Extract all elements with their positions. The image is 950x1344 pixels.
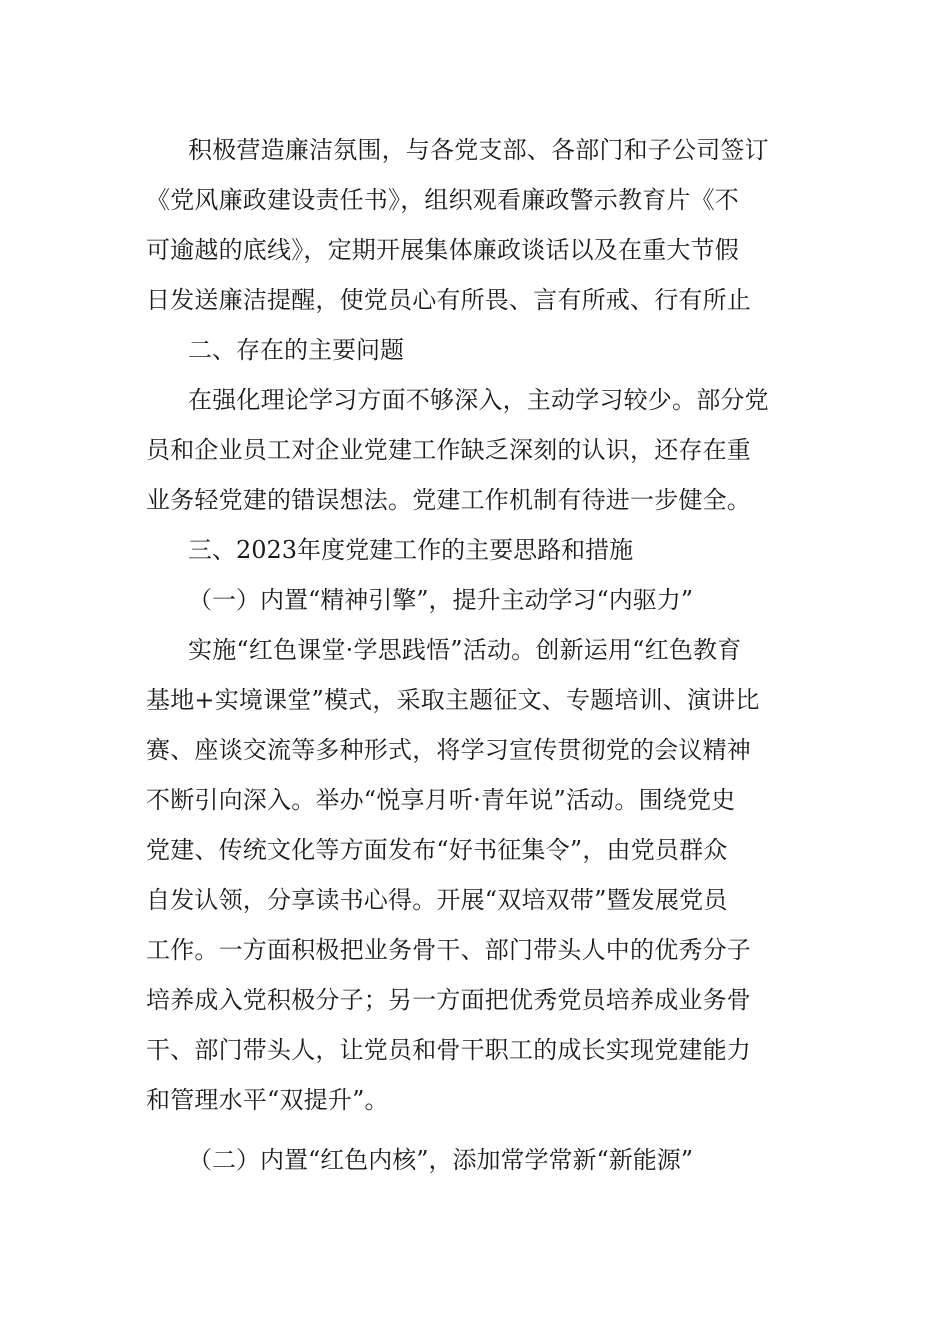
text-line: 和管理水平“双提升”。 (146, 1086, 389, 1114)
paragraph-problems (146, 375, 806, 525)
text-line: 实施“红色课堂·学思践悟”活动。创新运用“红色教育 (188, 636, 742, 664)
section-heading-problems: 二、存在的主要问题 (188, 336, 404, 364)
section-heading-plans: 三、2023年度党建工作的主要思路和措施 (188, 536, 634, 564)
text-line: 自发认领，分享读书心得。开展“双培双带”暨发展党员 (146, 886, 728, 914)
document-page (146, 125, 806, 1185)
text-line: 赛、座谈交流等多种形式，将学习宣传贯彻党的会议精神 (146, 736, 751, 764)
text-line: 党建、传统文化等方面发布“好书征集令”，由党员群众 (146, 836, 728, 864)
text-line: 工作。一方面积极把业务骨干、部门带头人中的优秀分子 (146, 936, 751, 964)
text-line: 在强化理论学习方面不够深入，主动学习较少。部分党 (188, 386, 769, 414)
sub-heading-spirit-engine: （一）内置“精神引擎”，提升主动学习“内驱力” (188, 586, 694, 614)
text-line: 基地+实境课堂”模式，采取主题征文、专题培训、演讲比 (146, 686, 760, 714)
paragraph-spirit-engine (146, 625, 806, 1125)
text-line: 不断引向深入。举办“悦享月听·青年说”活动。围绕党史 (146, 786, 736, 814)
text-line: 可逾越的底线》，定期开展集体廉政谈话以及在重大节假 (146, 236, 739, 264)
text-line: 积极营造廉洁氛围，与各党支部、各部门和子公司签订 (188, 136, 769, 164)
text-line: 培养成入党积极分子；另一方面把优秀党员培养成业务骨 (146, 986, 751, 1014)
text-line: 干、部门带头人，让党员和骨干职工的成长实现党建能力 (146, 1036, 751, 1064)
text-line: 业务轻党建的错误想法。党建工作机制有待进一步健全。 (146, 486, 751, 514)
text-line: 日发送廉洁提醒，使党员心有所畏、言有所戒、行有所止 (146, 286, 751, 314)
text-line: 《党风廉政建设责任书》，组织观看廉政警示教育片《不 (146, 186, 739, 214)
text-line: 员和企业员工对企业党建工作缺乏深刻的认识，还存在重 (146, 436, 751, 464)
sub-heading-red-core: （二）内置“红色内核”，添加常学常新“新能源” (188, 1146, 694, 1174)
paragraph-integrity (146, 125, 806, 325)
